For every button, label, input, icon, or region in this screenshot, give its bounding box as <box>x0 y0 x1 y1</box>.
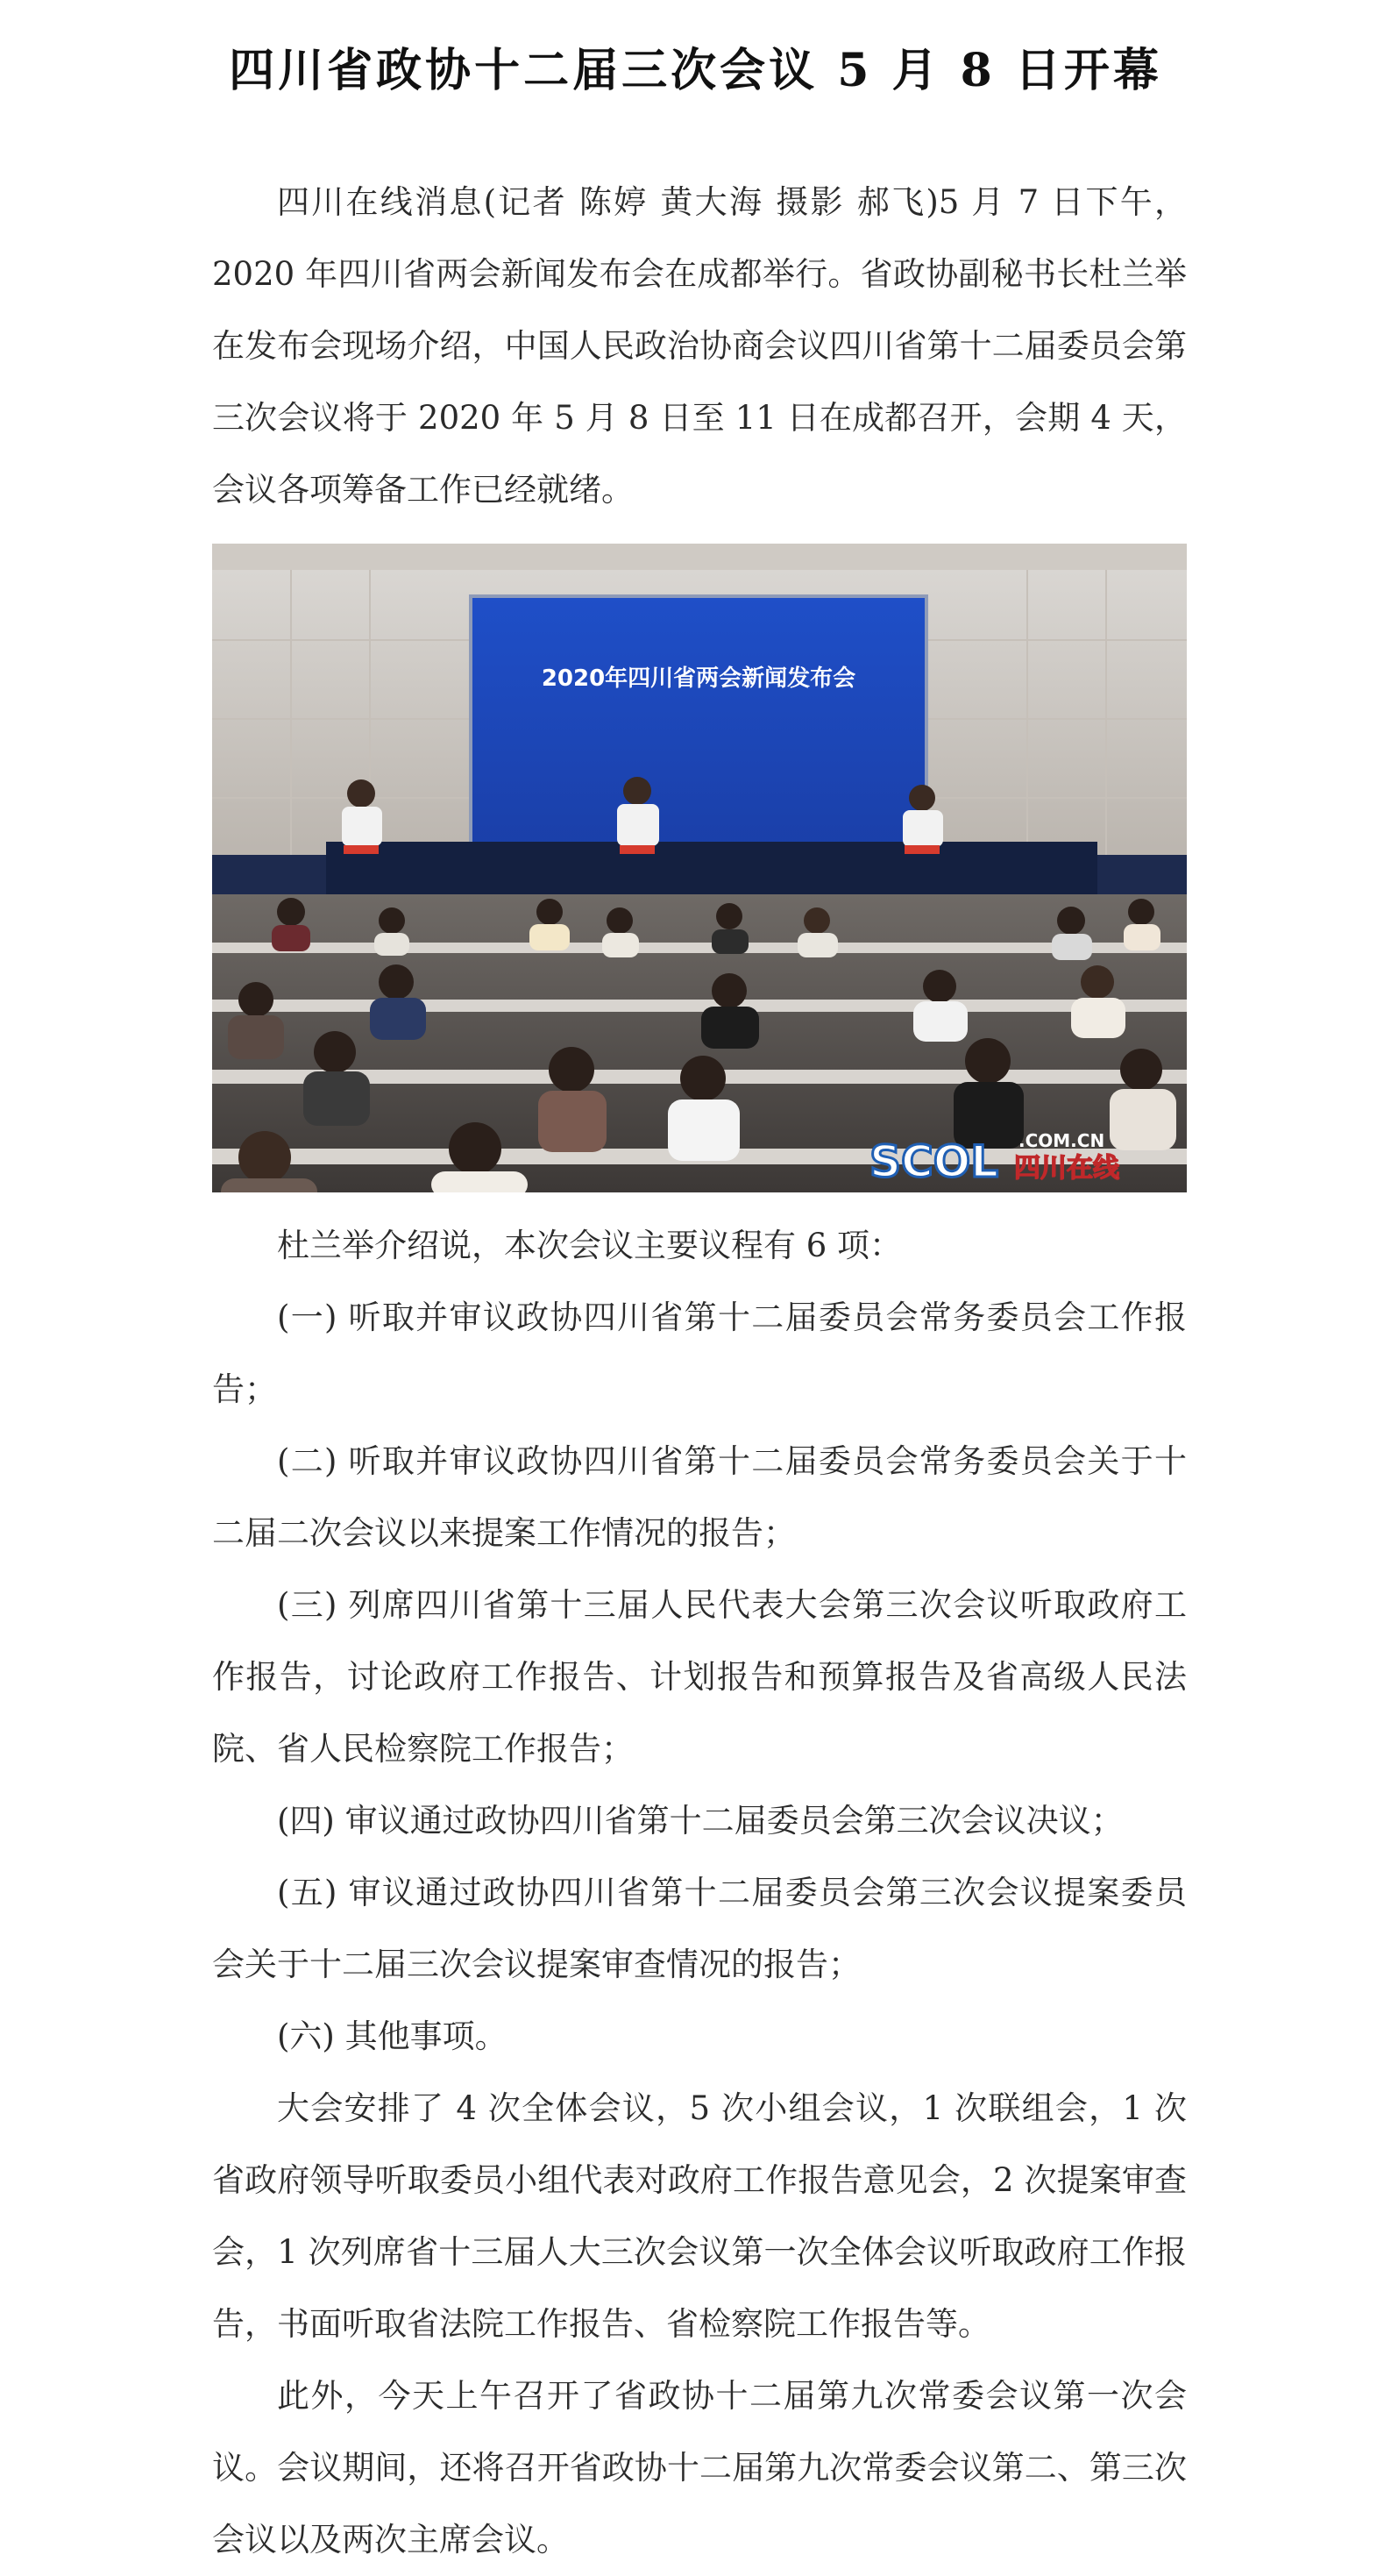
screen-caption: 2020年四川省两会新闻发布会 <box>541 665 856 692</box>
watermark-main: SCOL <box>869 1136 999 1187</box>
agenda-item-1: (一) 听取并审议政协四川省第十二届委员会常务委员会工作报告； <box>212 1299 1187 1408</box>
agenda-item-5: (五) 审议通过政协四川省第十二届委员会第三次会议提案委员会关于十二届三次会议提案审查情况的报告； <box>212 1874 1187 1983</box>
agenda-item-3: (三) 列席四川省第十三届人民代表大会第三次会议听取政府工作报告，讨论政府工作报告、计划报告和预算报告及省高级人民法院、省人民检察院工作报告； <box>212 1586 1187 1768</box>
article-body <box>212 167 1187 2576</box>
watermark-domain: .COM.CN <box>1018 1130 1105 1151</box>
body-paragraph: 大会安排了 4 次全体会议，5 次小组会议，1 次联组会，1 次省政府领导听取委员小组代表对政府工作报告意见会，2 次提案审查会，1 次列席省十三届人大三次会议第一次全体会议听取政府工作报告，书面听取省法院工作报告、省检察院工作报告等。 <box>212 2089 1187 2343</box>
news-photo <box>212 544 1187 1192</box>
agenda-item-6: (六) 其他事项。 <box>277 2017 507 2055</box>
article-title: 四川省政协十二届三次会议 5 月 8 日开幕 <box>229 43 1162 97</box>
lead-paragraph: 四川在线消息(记者 陈婷 黄大海 摄影 郝飞)5 月 7 日下午，2020 年四川省两会新闻发布会在成都举行。省政协副秘书长杜兰举在发布会现场介绍，中国人民政治协商会议四川省第十二届委员会第三次会议将于 2020 年 5 月 8 日至 11 日在成都召开，会期 4 天，会议各项筹备工作已经就绪。 <box>212 183 1187 509</box>
agenda-item-4: (四) 审议通过政协四川省第十二届委员会第三次会议决议； <box>277 1802 1124 1839</box>
watermark-cn: 四川在线 <box>1014 1153 1119 1184</box>
agenda-item-2: (二) 听取并审议政协四川省第十二届委员会常务委员会关于十二届二次会议以来提案工作情况的报告； <box>212 1442 1187 1552</box>
body-paragraph: 杜兰举介绍说，本次会议主要议程有 6 项： <box>277 1227 903 1264</box>
body-paragraph: 此外，今天上午召开了省政协十二届第九次常委会议第一次会议。会议期间，还将召开省政协十二届第九次常委会议第二、第三次会议以及两次主席会议。 <box>212 2377 1187 2558</box>
scol-watermark <box>869 1130 1120 1187</box>
